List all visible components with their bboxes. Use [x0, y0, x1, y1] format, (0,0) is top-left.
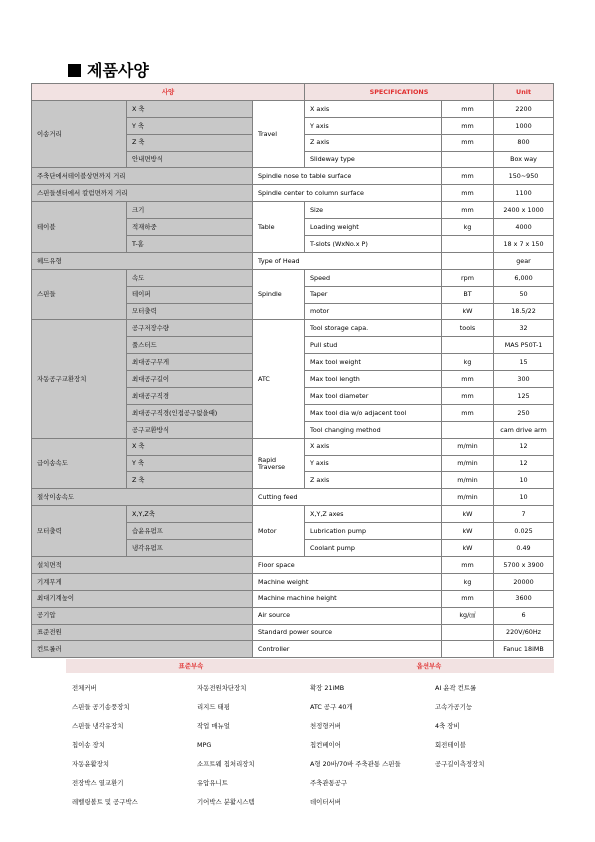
- list-item: 확장 21iMB: [310, 684, 345, 692]
- sub-label: 최대공구무게: [127, 354, 253, 371]
- unit-cell: mm: [442, 117, 494, 134]
- table-row: [32, 185, 554, 202]
- value-cell: 12: [494, 455, 554, 472]
- spec-label-en: Cutting feed: [253, 489, 442, 506]
- list-item: 공구길이측정장치: [435, 760, 485, 768]
- row-label: 표준전원: [32, 624, 253, 641]
- value-cell: 4000: [494, 219, 554, 236]
- value-cell: 220V/60Hz: [494, 624, 554, 641]
- table-row: [32, 320, 554, 337]
- unit-cell: kg: [442, 354, 494, 371]
- list-item: ATC 공구 40개: [310, 703, 353, 711]
- list-item: 칩이송 장치: [72, 741, 105, 749]
- table-row: [32, 607, 554, 624]
- row-label: 절삭이송속도: [32, 489, 253, 506]
- sub-label: 최대공구직경(인접공구없을때): [127, 404, 253, 421]
- unit-cell: [442, 641, 494, 658]
- unit-cell: kW: [442, 540, 494, 557]
- optional-accessories-title: 옵션부속: [304, 659, 554, 673]
- unit-cell: [442, 151, 494, 168]
- sub-label: 테이퍼: [127, 286, 253, 303]
- list-item: [429, 793, 554, 812]
- value-cell: 5700 x 3900: [494, 556, 554, 573]
- group-label-en: Spindle: [253, 269, 305, 320]
- spec-label-en: Max tool dia w/o adjacent tool: [305, 404, 442, 421]
- sub-label: 모터출력: [127, 303, 253, 320]
- unit-cell: mm: [442, 100, 494, 117]
- list-item: 리지드 태핑: [197, 703, 230, 711]
- unit-cell: kW: [442, 303, 494, 320]
- header-spec-ko: 사양: [32, 84, 305, 101]
- list-item: 유압유니트: [197, 779, 228, 787]
- spec-label-en: motor: [305, 303, 442, 320]
- row-label: 모터출력: [32, 506, 127, 557]
- unit-cell: kg: [442, 573, 494, 590]
- spec-label-en: Pull stud: [305, 337, 442, 354]
- table-row: [32, 100, 554, 117]
- value-cell: 150~950: [494, 168, 554, 185]
- row-label: 급이송속도: [32, 438, 127, 489]
- unit-cell: [442, 624, 494, 641]
- value-cell: 300: [494, 371, 554, 388]
- spec-label-en: Floor space: [253, 556, 442, 573]
- spec-label-en: Z axis: [305, 134, 442, 151]
- title-text: 제품사양: [87, 61, 149, 80]
- row-label: 스핀들: [32, 269, 127, 320]
- standard-accessories-title: 표준부속: [66, 659, 316, 673]
- value-cell: gear: [494, 252, 554, 269]
- unit-cell: m/min: [442, 472, 494, 489]
- sub-label: 풀스터드: [127, 337, 253, 354]
- sub-label: X,Y,Z축: [127, 506, 253, 523]
- standard-accessories-list: [66, 673, 316, 812]
- group-label-en: Table: [253, 202, 305, 253]
- spec-label-en: Controller: [253, 641, 442, 658]
- table-row: [32, 556, 554, 573]
- value-cell: 1100: [494, 185, 554, 202]
- list-item: 회전테이블: [435, 741, 466, 749]
- list-item: 자동윤활장치: [72, 760, 110, 768]
- value-cell: 20000: [494, 573, 554, 590]
- value-cell: 250: [494, 404, 554, 421]
- spec-label-en: Lubrication pump: [305, 523, 442, 540]
- spec-label-en: Spindle center to column surface: [253, 185, 442, 202]
- sub-label: 공구교환방식: [127, 421, 253, 438]
- unit-cell: kg: [442, 219, 494, 236]
- sub-label: 최대공구직경: [127, 388, 253, 405]
- sub-label: 적재하중: [127, 219, 253, 236]
- spec-label-en: X,Y,Z axes: [305, 506, 442, 523]
- list-item: A형 20바/70바 주축관통 스핀들: [310, 760, 401, 768]
- unit-cell: [442, 236, 494, 253]
- table-row: [32, 202, 554, 219]
- table-header-row: [32, 84, 554, 101]
- list-item: AI 윤곽 컨트롤: [435, 684, 477, 692]
- value-cell: 0.025: [494, 523, 554, 540]
- spec-label-en: T-slots (WxNo.x P): [305, 236, 442, 253]
- row-label: 공기압: [32, 607, 253, 624]
- row-label: 테이블: [32, 202, 127, 253]
- unit-cell: mm: [442, 388, 494, 405]
- sub-label: 최대공구길이: [127, 371, 253, 388]
- value-cell: MAS P50T-1: [494, 337, 554, 354]
- spec-label-en: Max tool weight: [305, 354, 442, 371]
- spec-label-en: Y axis: [305, 117, 442, 134]
- spec-label-en: Air source: [253, 607, 442, 624]
- value-cell: 7: [494, 506, 554, 523]
- list-item: 소프트웨 칩처리장치: [197, 760, 255, 768]
- spec-label-en: Size: [305, 202, 442, 219]
- spec-label-en: X axis: [305, 100, 442, 117]
- sub-label: 크기: [127, 202, 253, 219]
- unit-cell: mm: [442, 134, 494, 151]
- unit-cell: m/min: [442, 438, 494, 455]
- table-row: [32, 168, 554, 185]
- spec-label-en: Loading weight: [305, 219, 442, 236]
- value-cell: 2400 x 1000: [494, 202, 554, 219]
- unit-cell: kW: [442, 523, 494, 540]
- sub-label: 냉각유펌프: [127, 540, 253, 557]
- list-item: 기어박스 분활시스템: [197, 798, 255, 806]
- table-row: [32, 252, 554, 269]
- bullet-square-icon: [68, 64, 81, 77]
- list-item: 스핀들 공기송풍장치: [72, 703, 130, 711]
- group-label-en: ATC: [253, 320, 305, 438]
- unit-cell: kW: [442, 506, 494, 523]
- unit-cell: tools: [442, 320, 494, 337]
- list-item: 전체커버: [72, 684, 97, 692]
- list-item: 칩컨베이어: [310, 741, 341, 749]
- value-cell: 1000: [494, 117, 554, 134]
- unit-cell: [442, 337, 494, 354]
- value-cell: 2200: [494, 100, 554, 117]
- spec-label-en: Taper: [305, 286, 442, 303]
- optional-accessories: [304, 659, 554, 812]
- unit-cell: mm: [442, 168, 494, 185]
- sub-label: T-홈: [127, 236, 253, 253]
- spec-label-en: X axis: [305, 438, 442, 455]
- group-label-en: Motor: [253, 506, 305, 557]
- spec-label-en: Speed: [305, 269, 442, 286]
- table-row: [32, 269, 554, 286]
- sub-label: 습윤유펌프: [127, 523, 253, 540]
- row-label: 설치면적: [32, 556, 253, 573]
- spec-label-en: Tool changing method: [305, 421, 442, 438]
- list-item: 데이터서버: [310, 798, 341, 806]
- spec-label-en: Coolant pump: [305, 540, 442, 557]
- sub-label: Z 축: [127, 472, 253, 489]
- list-item: MPG: [197, 741, 212, 749]
- unit-cell: m/min: [442, 455, 494, 472]
- unit-cell: mm: [442, 556, 494, 573]
- optional-accessories-list: [304, 673, 554, 812]
- unit-cell: mm: [442, 202, 494, 219]
- unit-cell: mm: [442, 404, 494, 421]
- spec-label-en: Max tool diameter: [305, 388, 442, 405]
- sub-label: Z 축: [127, 134, 253, 151]
- unit-cell: kg/㎠: [442, 607, 494, 624]
- table-row: [32, 573, 554, 590]
- value-cell: 18 x 7 x 150: [494, 236, 554, 253]
- list-item: 작업 매뉴얼: [197, 722, 230, 730]
- row-label: 최대기계높이: [32, 590, 253, 607]
- sub-label: Y 축: [127, 455, 253, 472]
- value-cell: 800: [494, 134, 554, 151]
- list-item: 자동전원차단장치: [197, 684, 247, 692]
- spec-label-en: Tool storage capa.: [305, 320, 442, 337]
- table-row: [32, 590, 554, 607]
- unit-cell: BT: [442, 286, 494, 303]
- group-label-en-line: Rapid: [258, 456, 277, 465]
- spec-label-en: Machine machine height: [253, 590, 442, 607]
- value-cell: 10: [494, 489, 554, 506]
- value-cell: 3600: [494, 590, 554, 607]
- unit-cell: rpm: [442, 269, 494, 286]
- value-cell: 12: [494, 438, 554, 455]
- spec-label-en: Slideway type: [305, 151, 442, 168]
- row-label: 자동공구교환장치: [32, 320, 127, 438]
- table-row: [32, 506, 554, 523]
- list-item: 고속가공기능: [435, 703, 473, 711]
- value-cell: 32: [494, 320, 554, 337]
- value-cell: 0.49: [494, 540, 554, 557]
- value-cell: 18.5/22: [494, 303, 554, 320]
- row-label: 이송거리: [32, 100, 127, 168]
- row-label: 주축단에서테이블상면까지 거리: [32, 168, 253, 185]
- list-item: 스핀들 냉각유장치: [72, 722, 124, 730]
- group-label-en: [253, 438, 305, 489]
- value-cell: Fanuc 18iMB: [494, 641, 554, 658]
- spec-label-en: Machine weight: [253, 573, 442, 590]
- list-item: 전장박스 열교환기: [72, 779, 124, 787]
- sub-label: 안내면방식: [127, 151, 253, 168]
- spec-label-en: Max tool length: [305, 371, 442, 388]
- spec-label-en: Standard power source: [253, 624, 442, 641]
- sub-label: Y 축: [127, 117, 253, 134]
- value-cell: Box way: [494, 151, 554, 168]
- row-label: 컨트롤러: [32, 641, 253, 658]
- unit-cell: mm: [442, 185, 494, 202]
- row-label: 스핀들센터에서 칼럼면까지 거리: [32, 185, 253, 202]
- value-cell: 10: [494, 472, 554, 489]
- sub-label: 공구저장수량: [127, 320, 253, 337]
- list-item: 천정형커버: [310, 722, 341, 730]
- unit-cell: mm: [442, 590, 494, 607]
- spec-label-en: Y axis: [305, 455, 442, 472]
- sub-label: X 축: [127, 438, 253, 455]
- table-row: [32, 641, 554, 658]
- row-label: 기계무게: [32, 573, 253, 590]
- spec-table: [31, 83, 554, 658]
- list-item: 레벨링볼트 및 공구박스: [72, 798, 138, 806]
- list-item: [429, 774, 554, 793]
- value-cell: cam drive arm: [494, 421, 554, 438]
- group-label-en-line: Traverse: [258, 462, 286, 471]
- spec-label-en: Type of Head: [253, 252, 442, 269]
- standard-accessories: [66, 659, 316, 812]
- sub-label: 속도: [127, 269, 253, 286]
- list-item: 주축관통공구: [310, 779, 348, 787]
- list-item: 4축 장비: [435, 722, 460, 730]
- row-label: 헤드유형: [32, 252, 253, 269]
- value-cell: 50: [494, 286, 554, 303]
- header-unit: Unit: [494, 84, 554, 101]
- table-row: [32, 624, 554, 641]
- spec-label-en: Spindle nose to table surface: [253, 168, 442, 185]
- group-label-en: Travel: [253, 100, 305, 168]
- value-cell: 6: [494, 607, 554, 624]
- table-row: [32, 489, 554, 506]
- page-title: [68, 58, 149, 81]
- unit-cell: [442, 421, 494, 438]
- table-row: [32, 438, 554, 455]
- sub-label: X 축: [127, 100, 253, 117]
- unit-cell: mm: [442, 371, 494, 388]
- header-spec-en: SPECIFICATIONS: [305, 84, 494, 101]
- spec-label-en: Z axis: [305, 472, 442, 489]
- value-cell: 15: [494, 354, 554, 371]
- unit-cell: [442, 252, 494, 269]
- unit-cell: m/min: [442, 489, 494, 506]
- value-cell: 125: [494, 388, 554, 405]
- value-cell: 6,000: [494, 269, 554, 286]
